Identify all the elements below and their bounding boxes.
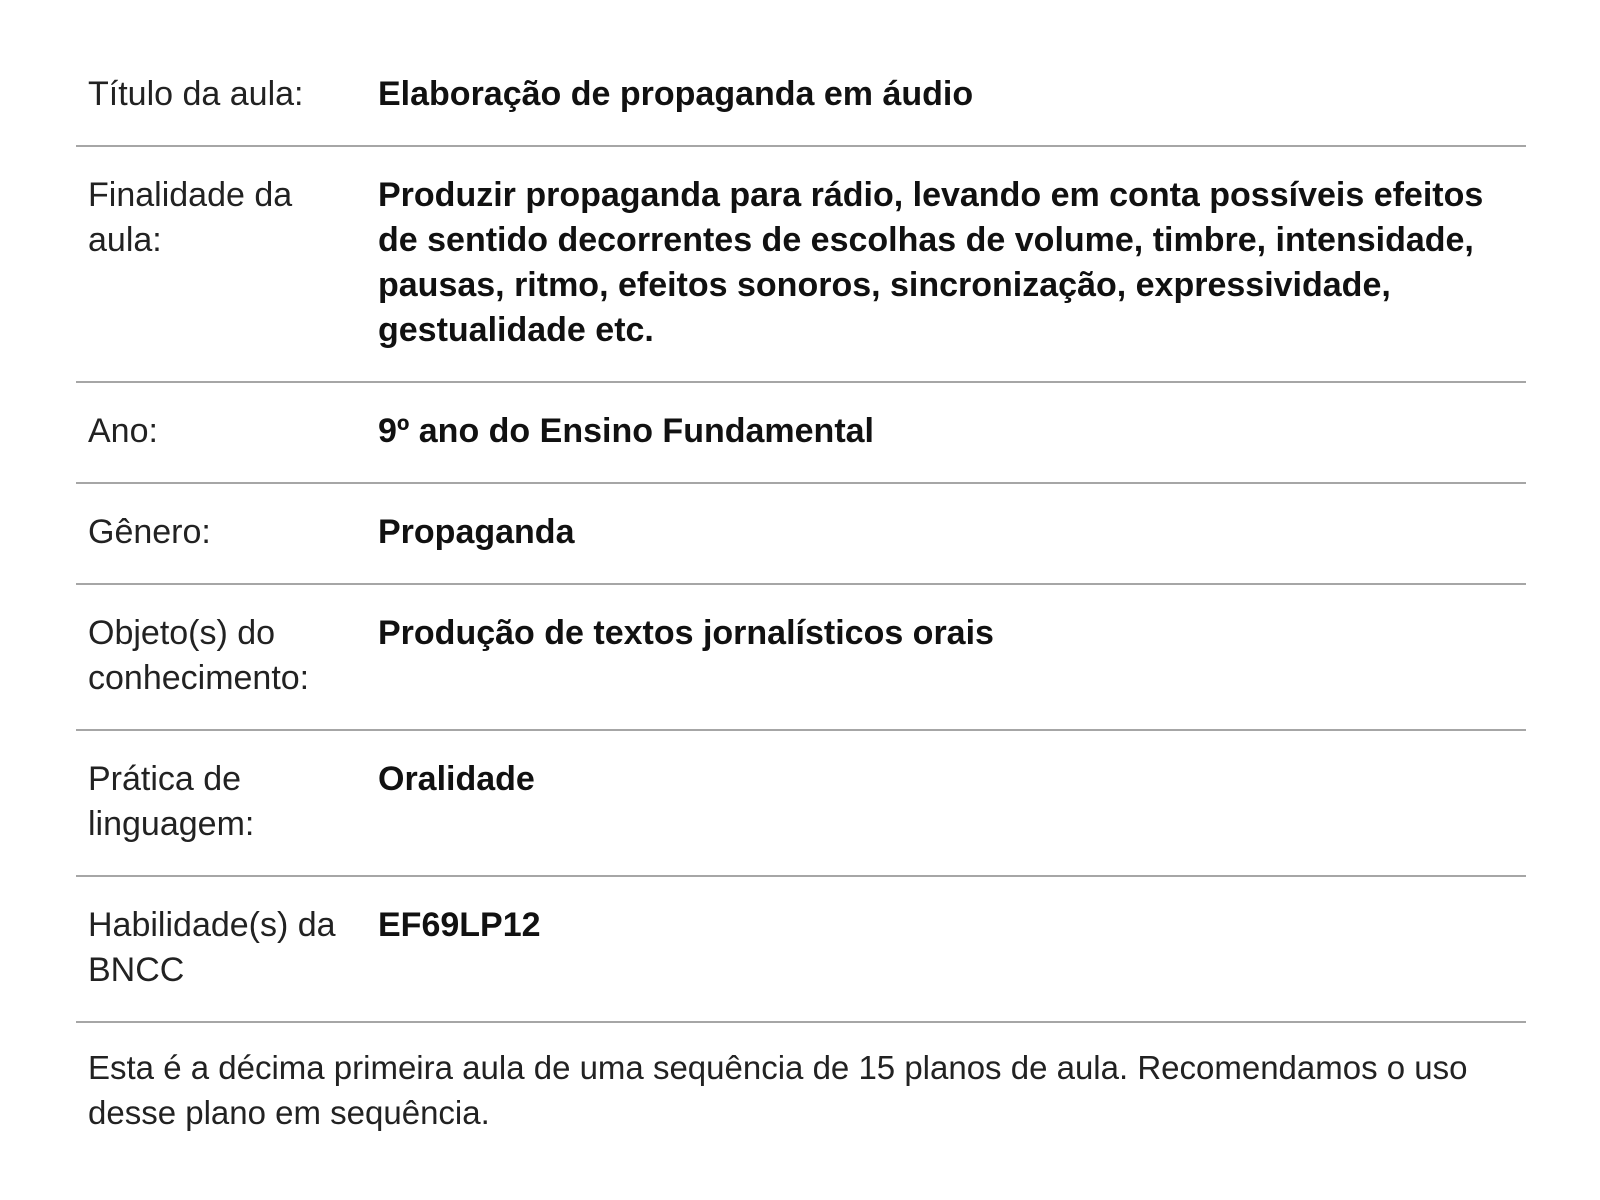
row-value-genero: Propaganda	[378, 513, 575, 551]
lesson-info-table	[76, 46, 1526, 1023]
row-label-pratica-linguagem: Prática de linguagem:	[88, 760, 255, 843]
row-label-genero: Gênero:	[88, 513, 211, 551]
row-value-titulo: Elaboração de propaganda em áudio	[378, 75, 974, 113]
row-label-ano: Ano:	[88, 412, 158, 450]
table-row	[76, 484, 1526, 585]
row-label-finalidade: Finalidade da aula:	[88, 176, 293, 259]
row-label-habilidade-bncc: Habilidade(s) da BNCC	[88, 906, 336, 989]
table-row	[76, 877, 1526, 1023]
row-value-ano: 9º ano do Ensino Fundamental	[378, 412, 875, 450]
row-value-finalidade: Produzir propaganda para rádio, levando em conta possíveis efeitos de sentido decorrentes de escolhas de volume, timbre, intensidade, pausas, ritmo, efeitos sonoros, sincronização, expressividade, gestualidade etc.	[378, 176, 1484, 349]
table-row	[76, 731, 1526, 877]
row-value-objeto-conhecimento: Produção de textos jornalísticos orais	[378, 614, 994, 652]
sequence-note: Esta é a décima primeira aula de uma sequência de 15 planos de aula. Recomendamos o uso desse plano em sequência.	[88, 1049, 1468, 1131]
table-row	[76, 147, 1526, 383]
table-row	[76, 46, 1526, 147]
table-row	[76, 585, 1526, 731]
row-value-pratica-linguagem: Oralidade	[378, 760, 535, 798]
row-label-titulo: Título da aula:	[88, 75, 304, 113]
row-label-objeto-conhecimento: Objeto(s) do conhecimento:	[88, 614, 310, 697]
table-row	[76, 383, 1526, 484]
row-value-habilidade-bncc: EF69LP12	[378, 906, 541, 944]
